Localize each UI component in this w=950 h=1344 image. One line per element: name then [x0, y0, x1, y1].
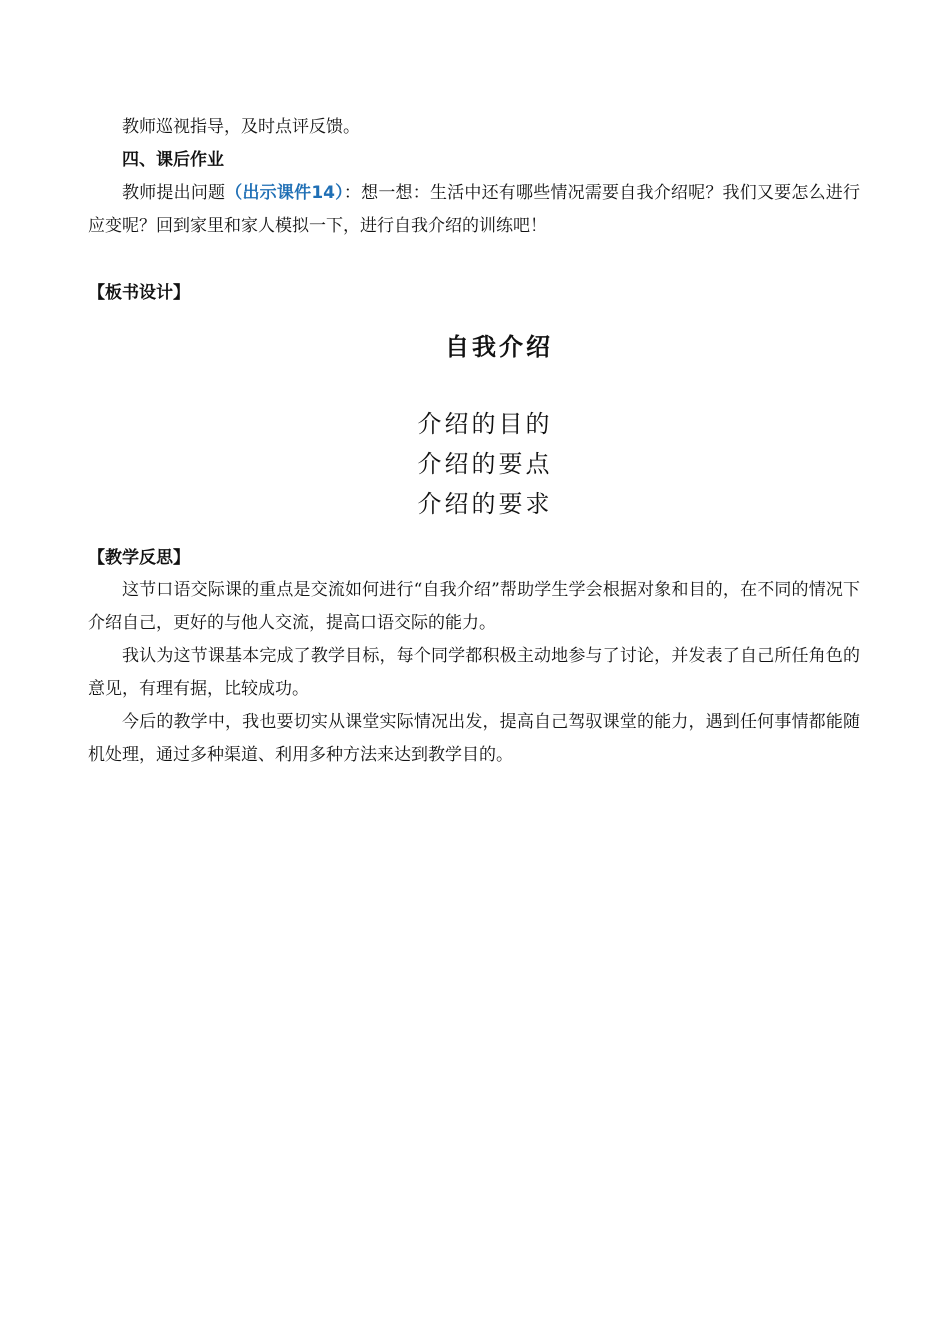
homework-heading: 四、课后作业 [122, 150, 224, 170]
board-design-heading: 【板书设计】 [88, 283, 190, 303]
reflection-paragraph-3: 今后的教学中，我也要切实从课堂实际情况出发，提高自己驾驭课堂的能力，遇到任何事情都能随机处理，通过多种渠道、利用多种方法来达到教学目的。 [88, 712, 860, 765]
courseware-reference: （出示课件14） [225, 183, 344, 203]
reflection-paragraph-1: 这节口语交际课的重点是交流如何进行“自我介绍”帮助学生学会根据对象和目的，在不同的情况下介绍自己，更好的与他人交流，提高口语交际的能力。 [88, 580, 860, 633]
board-items [0, 404, 950, 524]
board-item-requirements: 介绍的要求 [417, 490, 553, 518]
board-item-key-points: 介绍的要点 [417, 450, 553, 478]
patrol-paragraph: 教师巡视指导，及时点评反馈。 [122, 117, 360, 137]
reflection-heading: 【教学反思】 [88, 548, 190, 568]
board-title: 自我介绍 [445, 332, 553, 361]
reflection-paragraph-2: 我认为这节课基本完成了教学目标，每个同学都积极主动地参与了讨论，并发表了自己所任角色的意见，有理有据，比较成功。 [88, 646, 860, 699]
homework-text-before: 教师提出问题 [122, 183, 226, 203]
homework-paragraph [88, 177, 860, 243]
homework-text-after: ：想一想：生活中还有哪些情况需要自我介绍呢？我们又要怎么进行应变呢？回到家里和家人模拟一下，进行自我介绍的训练吧！ [88, 183, 861, 236]
board-item-purpose: 介绍的目的 [417, 410, 553, 438]
